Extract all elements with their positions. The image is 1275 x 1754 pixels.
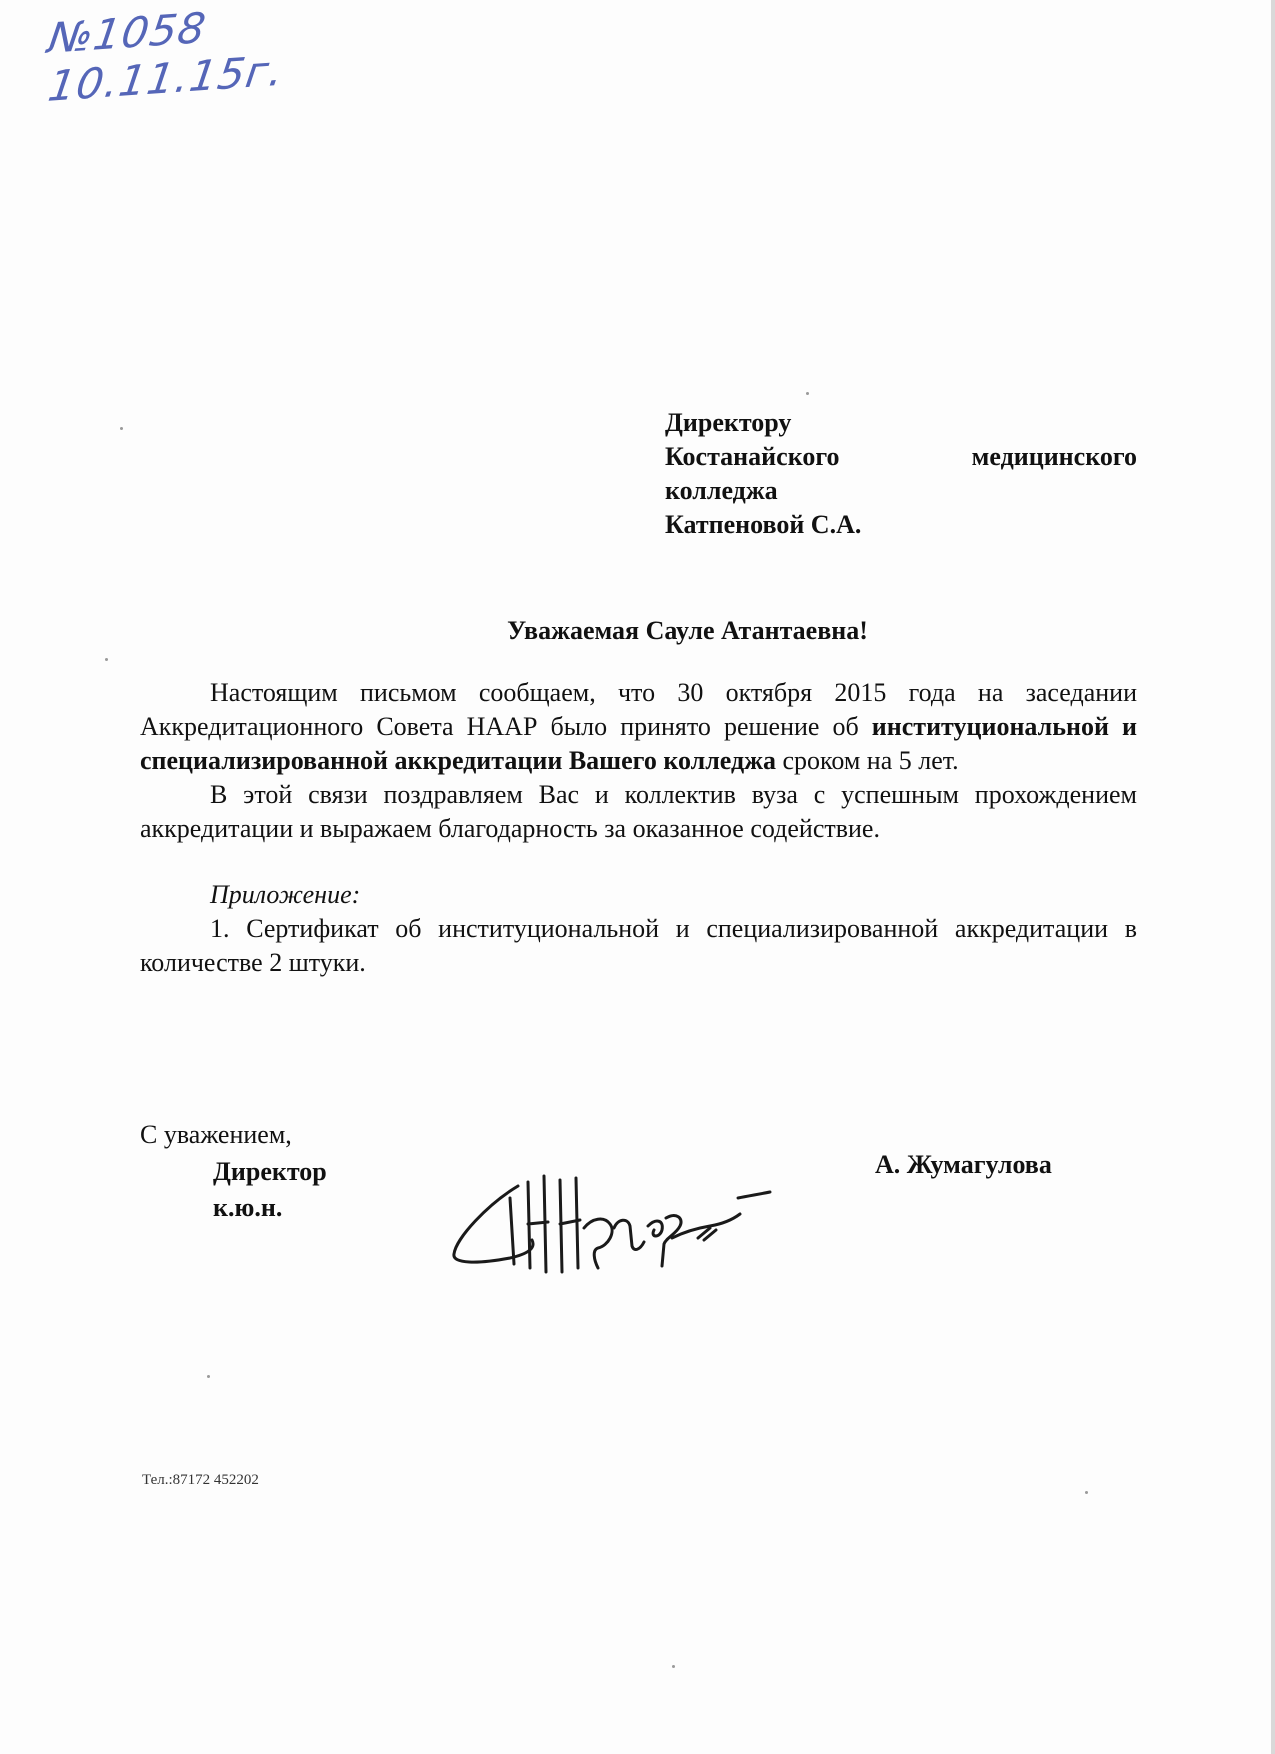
- scan-edge: [1271, 0, 1275, 1754]
- closing-regards: С уважением,: [140, 1120, 292, 1149]
- scan-speck: [806, 392, 809, 395]
- addressee-institution-line: [665, 440, 1137, 474]
- signer-title-block: [213, 1154, 327, 1226]
- scan-speck: [120, 427, 123, 430]
- body-paragraph-2: В этой связи поздравляем Вас и коллектив вуза с успешным прохождением аккредитации и выражаем благодарность за оказанное содействие.: [140, 780, 1137, 843]
- handwritten-signature: [448, 1168, 778, 1278]
- signer-position: Директор: [213, 1157, 327, 1186]
- handwritten-registration-date: 10.11.15г.: [45, 45, 288, 111]
- handwritten-registration-number: №1058: [45, 3, 210, 63]
- body-paragraph-1-emphasis: институциональной и специализированной аккредитации Вашего колледжа: [140, 712, 1137, 775]
- signer-name: А. Жумагулова: [875, 1150, 1052, 1179]
- body-paragraph-1-start: Настоящим письмом сообщаем, что 30 октября 2015 года на заседании Аккредитационного Совета НААР было принято решение об: [140, 678, 1137, 741]
- addressee-institution-word-2: медицинского: [971, 442, 1137, 471]
- body-paragraph-1-end: сроком на 5 лет.: [775, 746, 959, 775]
- scan-speck: [1085, 1491, 1088, 1494]
- attachment-heading: Приложение:: [210, 880, 361, 909]
- addressee-institution-type: колледжа: [665, 476, 778, 505]
- signer-degree: к.ю.н.: [213, 1193, 283, 1222]
- body-paragraph-1: [140, 676, 1137, 778]
- addressee-position: Директору: [665, 408, 792, 437]
- letter-body: [140, 676, 1137, 980]
- scan-speck: [105, 658, 108, 661]
- attachment-item-1: 1. Сертификат об институциональной и специализированной аккредитации в количестве 2 штуки.: [140, 914, 1137, 977]
- addressee-institution-word-1: Костанайского: [665, 442, 840, 471]
- addressee-name: Катпеновой С.А.: [665, 510, 862, 539]
- scan-speck: [207, 1375, 210, 1378]
- addressee-block: [665, 406, 1137, 542]
- salutation: Уважаемая Сауле Атантаевна!: [507, 616, 868, 645]
- phone-number: Тел.:87172 452202: [142, 1472, 259, 1488]
- scan-speck: [672, 1665, 675, 1668]
